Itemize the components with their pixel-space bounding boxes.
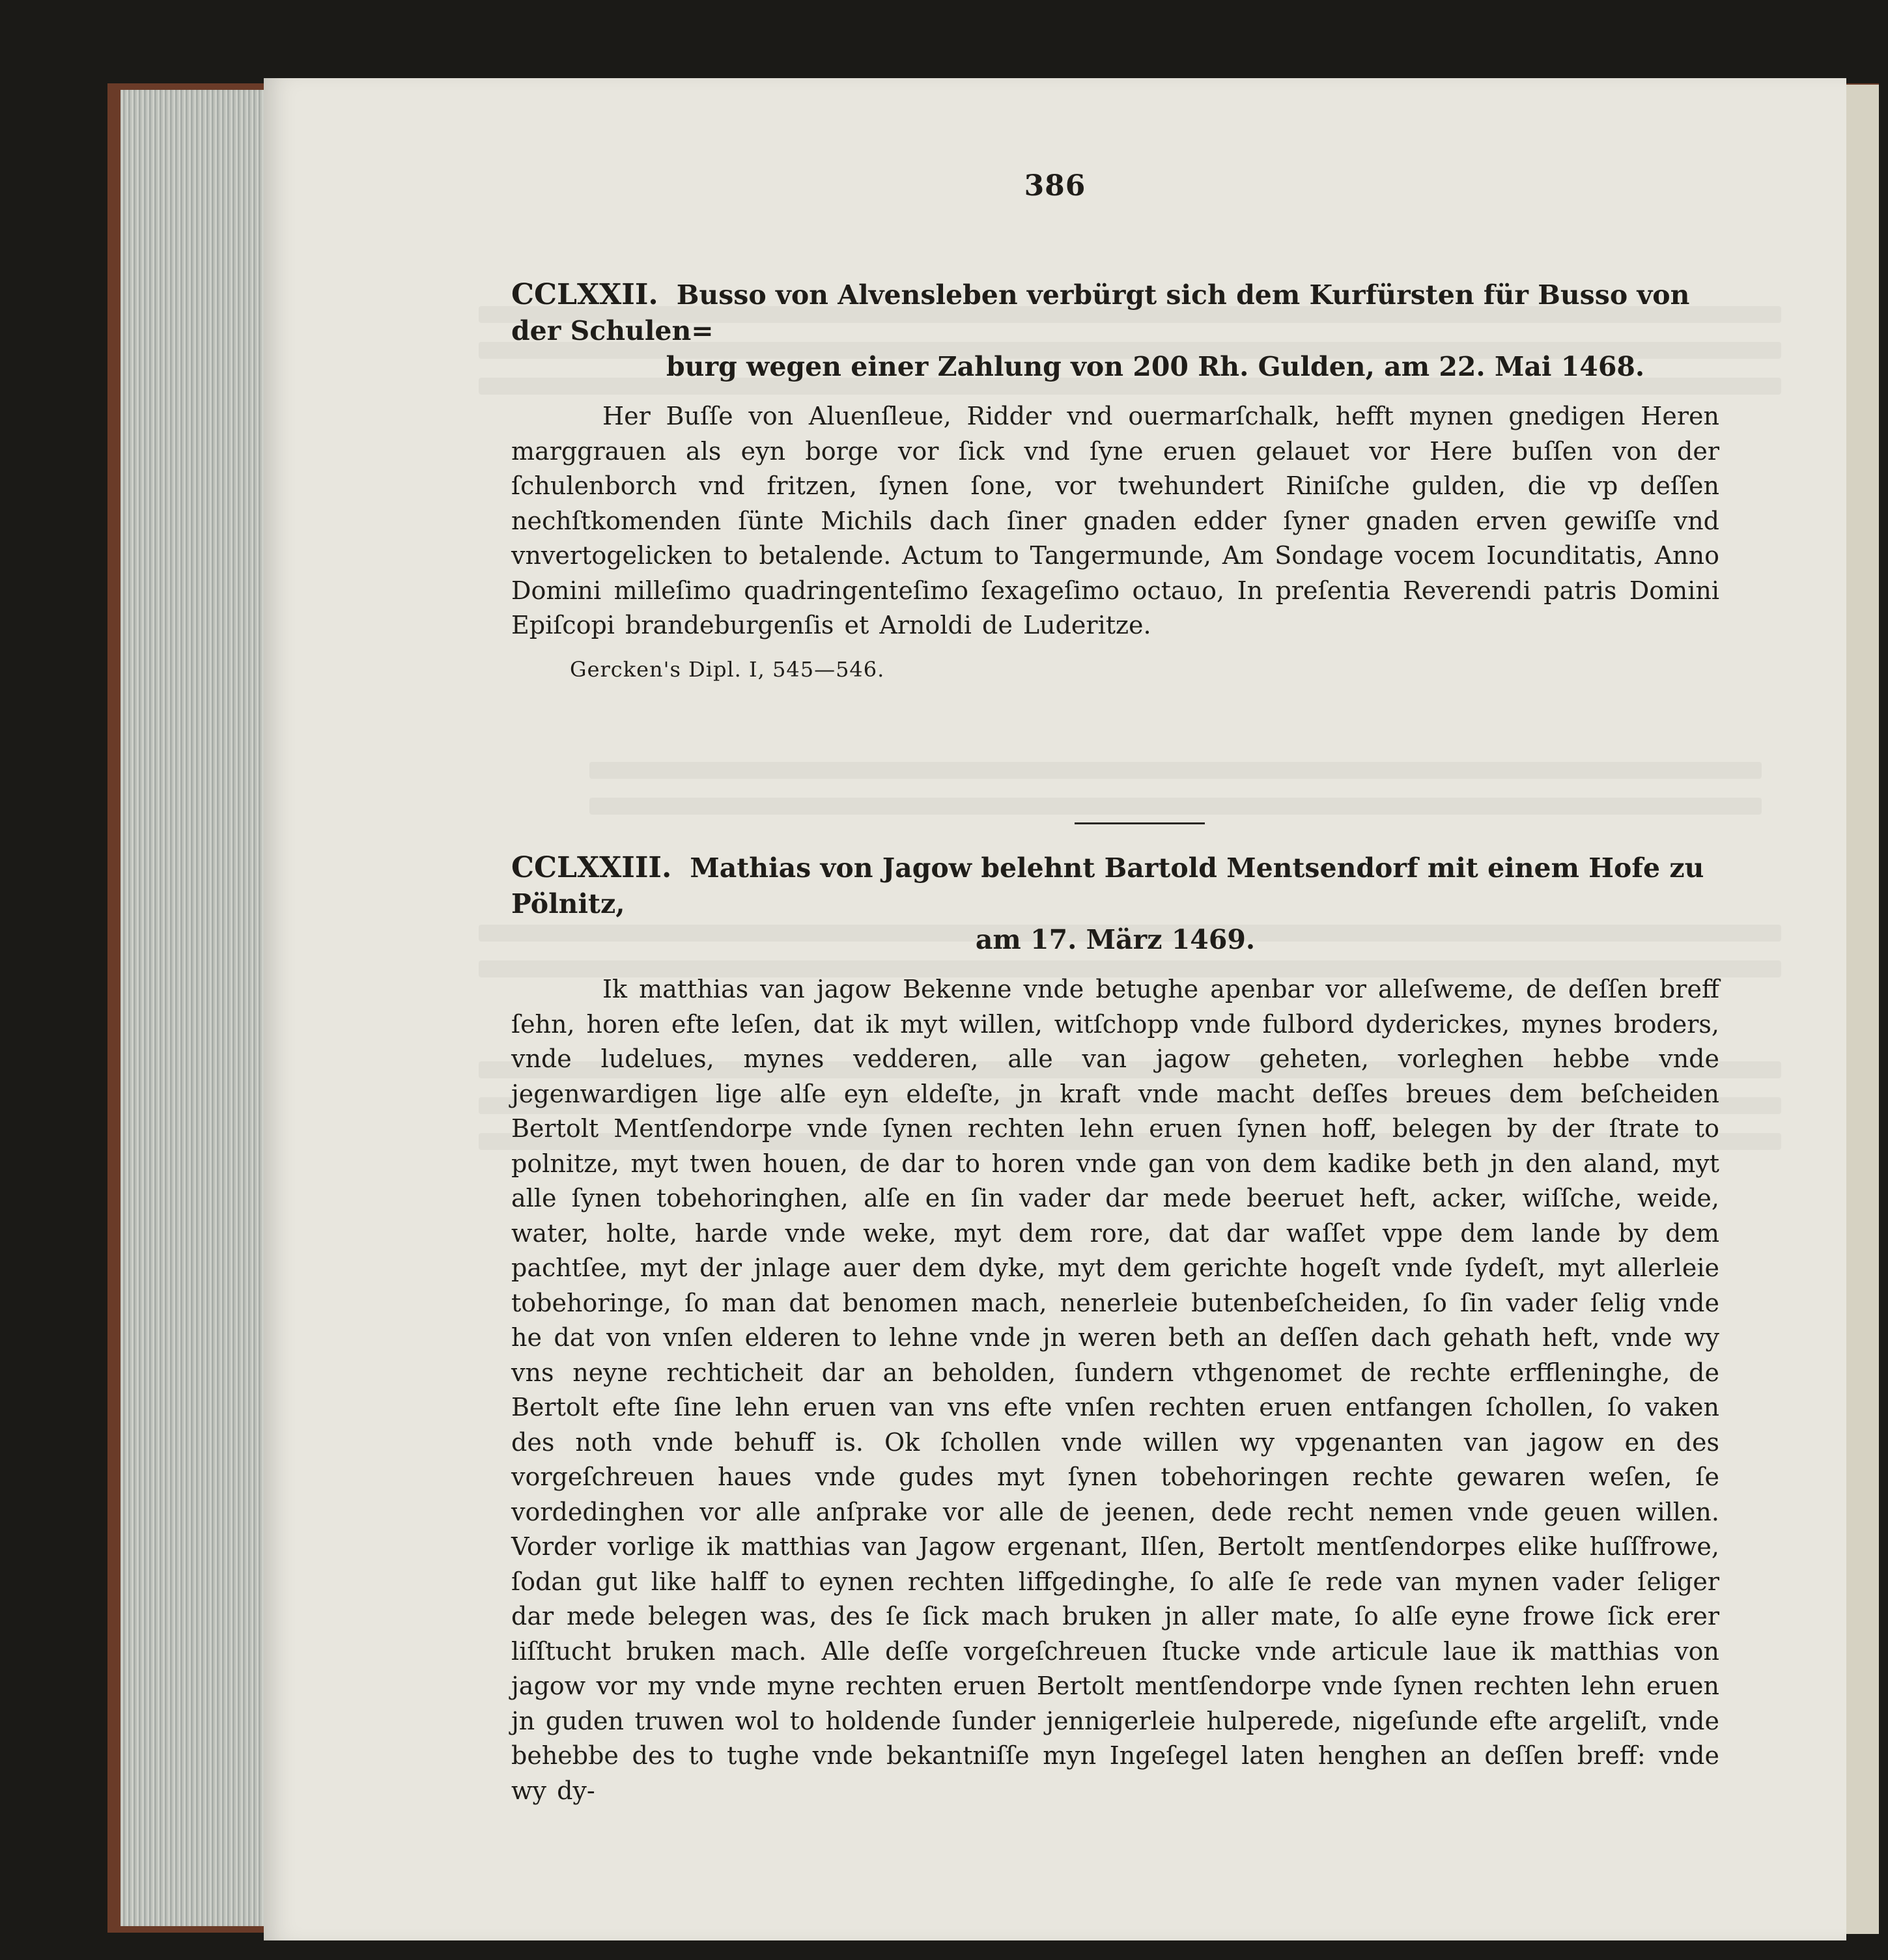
right-page-edge	[1846, 85, 1879, 1934]
document-cclxxii	[511, 277, 1719, 687]
document-cclxxiii	[511, 850, 1719, 1808]
book-page	[264, 78, 1846, 1940]
page-number: 386	[1024, 169, 1086, 203]
heading-line-1: Mathias von Jagow belehnt Bartold Mentsendorf mit einem Hofe zu Pölnitz,	[511, 852, 1704, 919]
document-body: Ik matthias van jagow Bekenne vnde betughe apenbar vor alleſweme, de deſſen breff ſehn, horen efte leſen, dat ik myt willen, witſchopp vnde fulbord dyderickes, mynes broders, vnde ludelues, mynes vedderen, alle van jagow geheten, vorleghen hebbe vnde jegenwardigen lige alſe eyn eldeſte, jn kraft vnde macht deſſes breues dem beſcheiden Bertolt Mentſendorpe vnde ſynen rechten lehn eruen ſynen hoff, belegen by der ſtrate to polnitze, myt twen houen, de dar to horen vnde gan von dem kadike beth jn den aland, myt alle ſynen tobehoringhen, alſe en ſin vader dar mede beeruet heft, acker, wiſſche, weide, water, holte, harde vnde weke, myt dem rore, dat dar waſſet vppe dem lande by dem pachtſee, myt der jnlage auer dem dyke, myt dem gerichte hogeſt vnde ſydeſt, myt allerleie tobehoringe, ſo man dat benomen mach, nenerleie butenbeſcheiden, ſo ſin vader ſelig vnde he dat von vnſen elderen to lehne vnde jn weren beth an deſſen dach gehath heft, vnde wy vns neyne rechticheit dar an beholden, ſundern vthgenomet de rechte erffleninghe, de Bertolt efte ſine lehn eruen van vns efte vnſen rechten eruen entfangen ſchollen, ſo vaken des noth vnde behuff is. Ok ſchollen vnde willen wy vpgenanten van jagow en des vorgeſchreuen haues vnde gudes myt ſynen tobehoringen rechte gewaren weſen, ſe vordedinghen vor alle anſprake vor alle de jeenen, dede recht nemen vnde geuen willen. Vorder vorlige ik matthias van Jagow ergenant, Ilſen, Bertolt mentſendorpes elike huſſfrowe, ſodan gut like halff to eynen rechten liffgedinghe, ſo alſe ſe rede van mynen vader ſeliger dar mede belegen was, des ſe ſick mach bruken jn aller mate, ſo alſe eyne frowe ſick erer liſſtucht bruken mach. Alle deſſe vorgeſchreuen ſtucke vnde articule laue ik matthias von jagow vor my vnde myne rechten eruen Bertolt mentſendorpe vnde ſynen rechten lehn eruen jn guden truwen wol to holdende ſunder jennigerleie hulperede, nigeſunde efte argeliſt, vnde behebbe des to tughe vnde bekantniſſe myn Ingeſegel laten henghen an deſſen breff: vnde wy dy-	[511, 975, 1719, 1805]
document-heading	[511, 850, 1719, 958]
heading-line-1: Busso von Alvensleben verbürgt sich dem Kurfürsten für Busso von der Schulen=	[511, 279, 1690, 346]
document-numeral: CCLXXIII.	[511, 851, 672, 884]
page-edges	[120, 90, 277, 1926]
source-citation: Gercken's Dipl. I, 545—546.	[570, 656, 885, 682]
document-numeral: CCLXXII.	[511, 278, 658, 311]
heading-line-2: am 17. März 1469.	[975, 924, 1256, 955]
section-divider	[1075, 822, 1205, 824]
document-body: Her Buſſe von Aluenſleue, Ridder vnd ouermarſchalk, hefft mynen gnedigen Heren marggrauen als eyn borge vor ſick vnd ſyne eruen gelauet vor Here buſſen von der ſchulenborch vnd fritzen, ſynen ſone, vor twehundert Riniſche gulden, die vp deſſen nechſtkomenden ſünte Michils dach ſiner gnaden edder ſyner gnaden erven gewiſſe vnd vnvertogelicken to betalende. Actum to Tangermunde, Am Sondage vocem Iocunditatis, Anno Domini milleſimo quadringenteſimo ſexageſimo octauo, In preſentia Reverendi patris Domini Epiſcopi brandeburgenſis et Arnoldi de Luderitze.	[511, 402, 1719, 639]
heading-line-2: burg wegen einer Zahlung von 200 Rh. Gulden, am 22. Mai 1468.	[666, 351, 1645, 382]
page-content	[264, 78, 1846, 1940]
document-heading	[511, 277, 1719, 385]
